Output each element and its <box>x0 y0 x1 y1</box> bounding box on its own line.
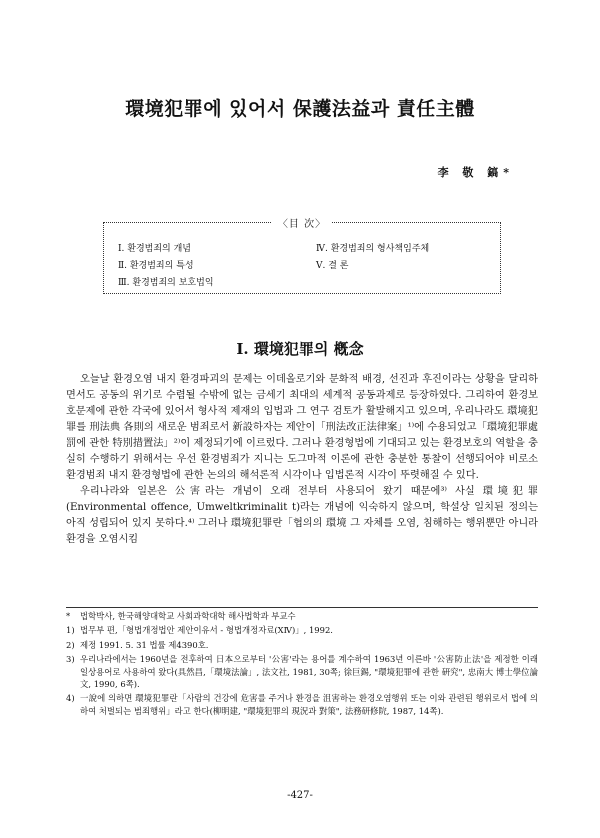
table-of-contents <box>103 219 501 294</box>
author-name: 李 敬 鎬* <box>437 166 514 179</box>
footnote-mark: 4) <box>66 693 75 704</box>
footnote-mark: 2) <box>66 639 75 650</box>
footnote <box>66 639 538 651</box>
toc-item: Ⅳ. 환경범죄의 형사책임주체 <box>316 244 430 254</box>
toc-right-column <box>316 241 429 275</box>
footnote-text: 一說에 의하면 環境犯罪란「사람의 건강에 危害를 주거나 환경을 沮害하는 환경오염행위 또는 이와 관련된 행위로서 법에 의하여 처벌되는 범죄행위」라고 한다(柳明建, "環境犯罪의 現況과 對策", 法務研修院, 1987, 14쪽). <box>80 693 538 716</box>
footnote-text: 법학박사, 한국해양대학교 사회과학대학 해사법학과 부교수 <box>80 611 296 621</box>
footnotes <box>66 610 538 719</box>
footnote <box>66 653 538 690</box>
footnote-text: 우리나라에서는 1960년을 전후하여 日本으로부터 '公害'라는 용어를 계수하여 1963년 이른바 '公害防止法'을 제정한 이래 일상용어로 사용하여 왔다(具然昌,「環境法論」, 法文社, 1981, 30쪽; 徐巨錫, "環境犯罪에 관한 硏究", 忠南大 博士學位論文, 1990, 6쪽). <box>80 654 538 690</box>
footnote-text: 제정 1991. 5. 31 법률 제4390호. <box>80 639 209 650</box>
toc-item: Ⅱ. 환경범죄의 특성 <box>118 261 194 271</box>
footnote <box>66 624 538 636</box>
article-title: 環境犯罪에 있어서 保護法益과 責任主體 <box>125 98 475 120</box>
toc-item: Ⅲ. 환경범죄의 보호법익 <box>118 278 214 288</box>
footnote-divider <box>66 607 538 608</box>
toc-item: Ⅴ. 결 론 <box>316 261 349 271</box>
toc-left-column <box>118 241 214 292</box>
body-text <box>66 372 538 548</box>
footnote-mark: 1) <box>66 625 75 636</box>
footnote-text: 법무부 편,「형법개정법안 제안이유서 - 형법개정자료(XⅣ)」, 1992. <box>80 625 333 636</box>
toc-heading: 〈目 次〉 <box>272 219 332 230</box>
body-paragraph: 우리나라와 일본은 公害라는 개념이 오래 전부터 사용되어 왔기 때문에³⁾ 사실 環境犯罪(Environmental offence, Umweltkriminalit t)라는 개념에 익숙하지 않으며, 학설상 일치된 정의는 아직 성립되어 있지 못하다.⁴⁾ 그러나 環境犯罪란「협의의 環境 그 자체를 오염, 침해하는 행위뿐만 아니라 환경을 오염시킴 <box>66 486 538 545</box>
body-paragraph: 오늘날 환경오염 내지 환경파괴의 문제는 이데올로기와 문화적 배경, 선진과 후진이라는 상황을 달리하면서도 공동의 위기로 수렴될 수밖에 없는 금세기 최대의 세계적 공동과제로 등장하였다. 그리하여 환경보호문제에 관한 각국에 있어서 형사적 제재의 입법과 그 연구 검토가 활발해지고 있으며, 우리나라도 環境犯罪를 刑法典 各則의 새로운 범죄로서 新設하자는 제안이「刑法改正法律案」¹⁾에 수용되었고「環境犯罪處罰에 관한 特別措置法」²⁾이 제정되기에 이르렀다. 그러나 환경형법에 기대되고 있는 환경보호의 역할을 충실히 수행하기 위해서는 우선 환경범죄가 지니는 도그마적 이론에 관한 충분한 통찰이 선행되어야 비로소 환경범죄 내지 환경형법에 관한 논의의 해석론적 시각이나 입법론적 시각이 뚜렷해질 수 있다. <box>66 374 538 481</box>
footnote-mark: 3) <box>66 654 75 665</box>
toc-item: Ⅰ. 환경범죄의 개념 <box>118 244 191 254</box>
footnote <box>66 610 538 622</box>
page-number: -427- <box>287 790 313 801</box>
footnote <box>66 692 538 717</box>
section-heading: Ⅰ. 環境犯罪의 槪念 <box>236 340 364 358</box>
footnote-mark: * <box>66 611 71 621</box>
